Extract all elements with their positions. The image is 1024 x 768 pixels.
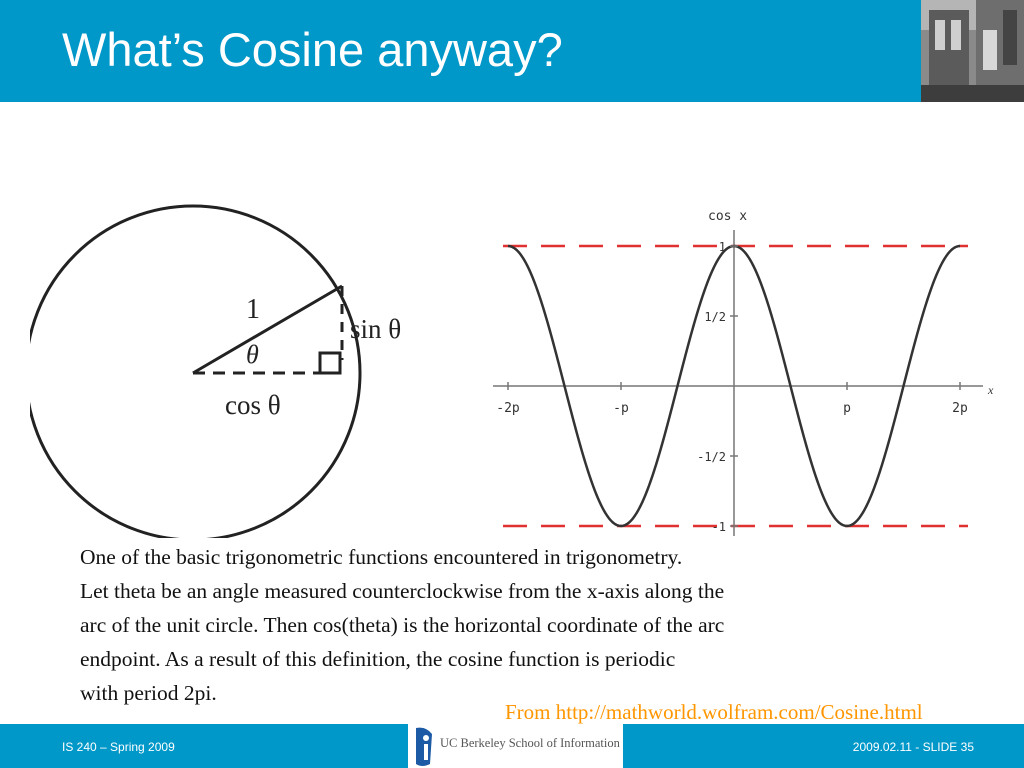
y-tick-label: -1/2: [697, 450, 726, 464]
footer-right: [623, 724, 1024, 768]
footer-course: IS 240 – Spring 2009: [62, 740, 175, 754]
footer-left: [0, 724, 408, 768]
footer-slide-info: 2009.02.11 - SLIDE 35: [852, 740, 974, 754]
x-axis-label: x: [988, 383, 994, 397]
radius-label: 1: [246, 294, 260, 325]
sin-label: sin θ: [350, 314, 402, 344]
angle-label: θ: [246, 340, 259, 369]
body-line: arc of the unit circle. Then cos(theta) is the horizontal coordinate of the arc: [80, 613, 725, 637]
header-photo: [921, 0, 1024, 102]
cos-label: cos θ: [225, 390, 281, 420]
y-tick-label: 1/2: [704, 310, 726, 324]
y-tick-label: -1: [711, 520, 726, 534]
title-bar: [0, 0, 921, 102]
unit-circle-figure: [30, 198, 440, 538]
body-line: Let theta be an angle measured counterclockwise from the x-axis along the: [80, 579, 725, 603]
right-angle-marker: [320, 353, 340, 373]
x-tick-label: -p: [613, 401, 629, 416]
cosine-graph: [478, 200, 998, 540]
x-tick-label: 2p: [952, 401, 968, 416]
info-logo-icon: [412, 724, 438, 768]
body-line: One of the basic trigonometric functions encountered in trigonometry.: [80, 545, 683, 569]
school-logo: [408, 724, 623, 768]
x-tick-label: -2p: [496, 401, 520, 416]
y-tick-label: 1: [718, 240, 726, 254]
x-tick-label: p: [843, 401, 851, 416]
source-link[interactable]: From http://mathworld.wolfram.com/Cosine.html: [505, 700, 923, 724]
logo-text: UC Berkeley School of Information: [440, 736, 620, 750]
body-line: endpoint. As a result of this definition, the cosine function is periodic: [80, 647, 676, 671]
body-line: with period 2pi.: [80, 681, 217, 705]
body-paragraph: [80, 540, 980, 710]
slide-title: What’s Cosine anyway?: [62, 23, 563, 76]
graph-title: cos x: [708, 209, 748, 224]
